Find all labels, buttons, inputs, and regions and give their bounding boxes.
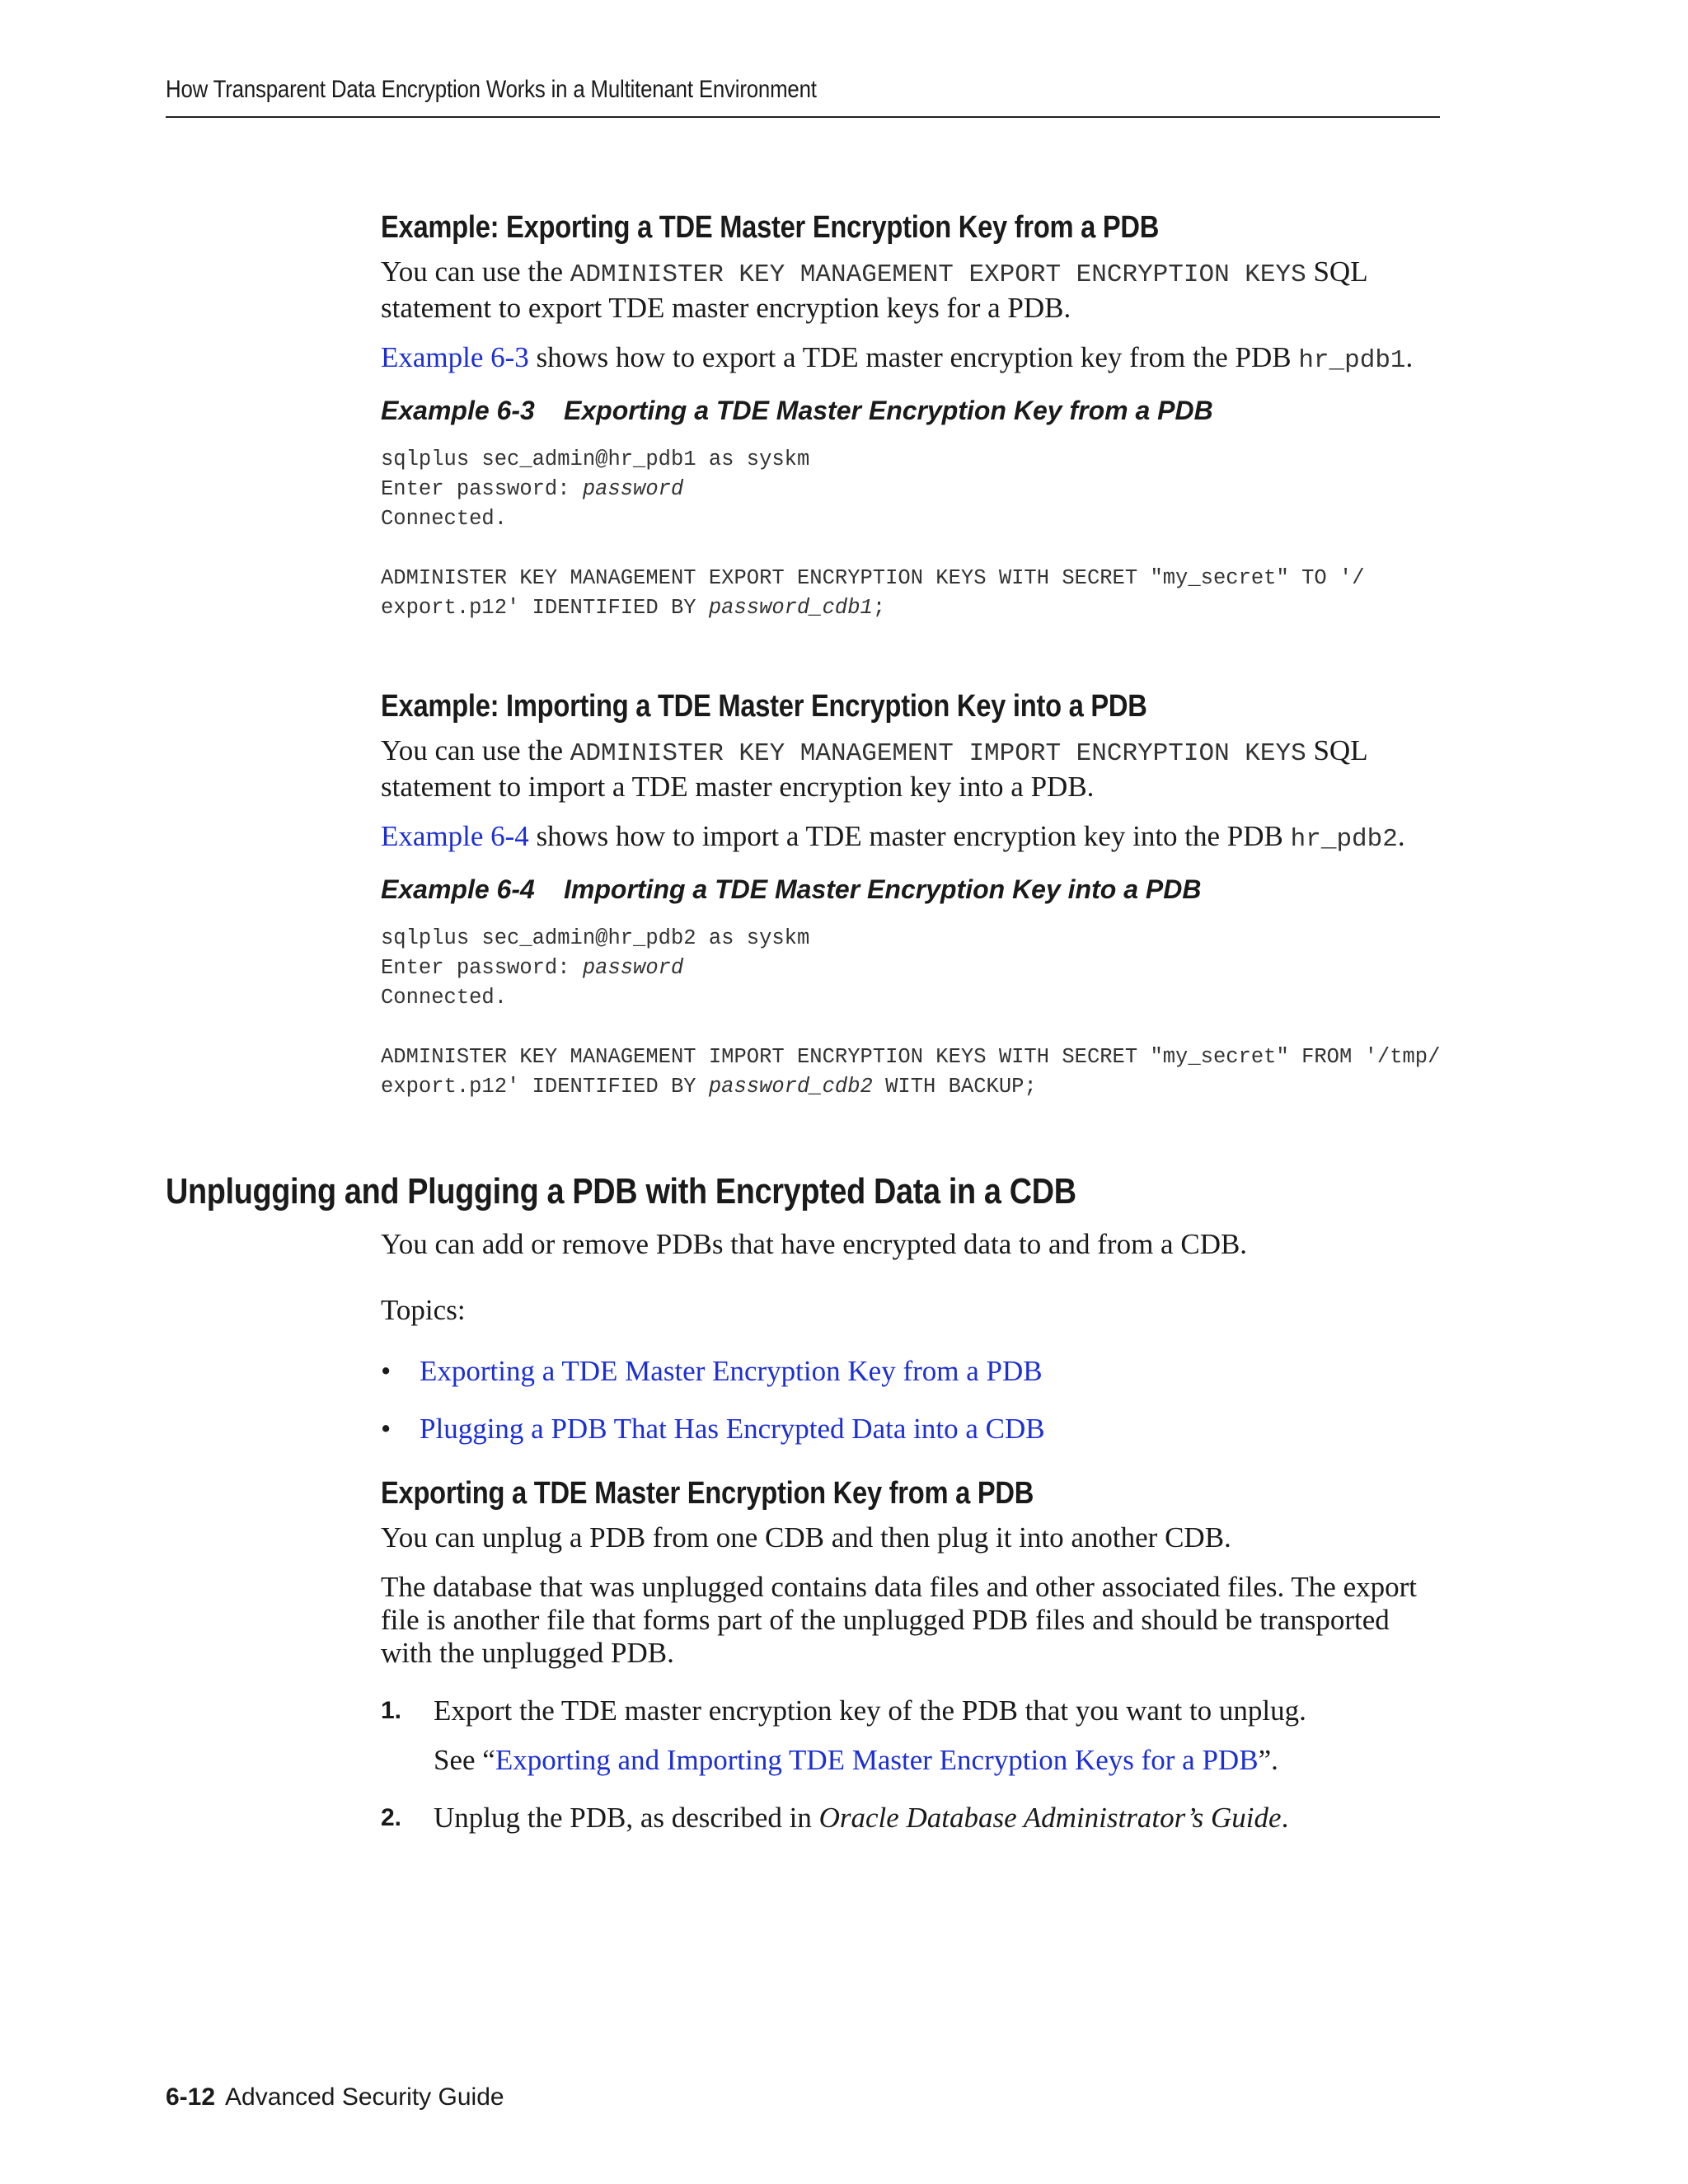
code-line (381, 954, 1444, 983)
export-reference-paragraph (381, 341, 1444, 377)
import-intro-text-end: SQL statement to import a TDE master encryption key into a PDB. (381, 734, 1367, 803)
unplug-section-heading-wrap (166, 1169, 1225, 1215)
see-link-export-import-keys[interactable]: Exporting and Importing TDE Master Encryption Keys for a PDB (495, 1744, 1259, 1776)
example-title-text: Importing a TDE Master Encryption Key into a PDB (564, 874, 1202, 904)
export-code-block (381, 445, 1444, 623)
code-text: Enter password: (381, 477, 583, 501)
topic-link-export-key[interactable]: Exporting a TDE Master Encryption Key from a PDB (420, 1355, 1043, 1387)
export-example-heading: Example: Exporting a TDE Master Encryption Key from a PDB (381, 210, 1160, 245)
step-number: 2. (381, 1804, 402, 1831)
code-placeholder: password (582, 956, 684, 980)
topics-list (381, 1355, 1444, 1446)
step-number: 1. (381, 1697, 402, 1724)
example-6-4-link[interactable]: Example 6-4 (381, 820, 529, 852)
bullet-icon: • (381, 1355, 392, 1387)
import-intro-paragraph (381, 734, 1444, 804)
book-title-reference: Oracle Database Administrator’s Guide (818, 1802, 1282, 1834)
page-number: 6-12 (166, 2083, 216, 2111)
steps-list (381, 1694, 1444, 1835)
import-reference-text: shows how to import a TDE master encryption key into the PDB (528, 820, 1291, 852)
running-header: How Transparent Data Encryption Works in a Multitenant Environment (166, 76, 817, 103)
code-line (381, 593, 1444, 623)
example-6-3-link[interactable]: Example 6-3 (381, 341, 529, 373)
export-example-section (381, 208, 1444, 636)
step-see-also (434, 1744, 1444, 1777)
period: . (1397, 820, 1405, 852)
book-title: Advanced Security Guide (225, 2083, 504, 2111)
import-statement-code: ADMINISTER KEY MANAGEMENT IMPORT ENCRYPTION KEYS (570, 739, 1306, 768)
code-blank-line (381, 534, 1444, 564)
topic-link-plugging-pdb[interactable]: Plugging a PDB That Has Encrypted Data into a CDB (420, 1413, 1045, 1445)
unplug-paragraph-1: You can unplug a PDB from one CDB and then plug it into another CDB. (381, 1521, 1231, 1554)
list-item (381, 1413, 1444, 1446)
code-line: ADMINISTER KEY MANAGEMENT EXPORT ENCRYPTION KEYS WITH SECRET "my_secret" TO '/ (381, 566, 1365, 590)
example-number: Example 6-3 (381, 396, 535, 425)
code-placeholder: password (582, 477, 684, 501)
import-example-heading: Example: Importing a TDE Master Encryption Key into a PDB (381, 689, 1147, 724)
import-reference-paragraph (381, 820, 1444, 856)
see-suffix: ”. (1258, 1744, 1278, 1776)
period: . (1405, 341, 1414, 373)
code-text: WITH BACKUP; (872, 1075, 1037, 1099)
import-example-section (381, 687, 1444, 1115)
code-line: Connected. (381, 507, 508, 531)
topics-label: Topics: (381, 1294, 466, 1326)
pdb-name-code: hr_pdb1 (1298, 346, 1406, 375)
example-6-4-title (381, 873, 1444, 906)
bullet-icon: • (381, 1413, 392, 1445)
example-title-text: Exporting a TDE Master Encryption Key from a PDB (564, 396, 1213, 425)
period: . (1281, 1802, 1289, 1834)
list-item (381, 1355, 1444, 1388)
page-footer (166, 2083, 504, 2111)
unplug-paragraph-2: The database that was unplugged contains data files and other associated files. The export file is another file that forms part of the unplugged PDB files and should be transported with the unplugged PDB. (381, 1571, 1417, 1669)
export-intro-text-end: SQL statement to export TDE master encryption keys for a PDB. (381, 255, 1367, 324)
code-line: ADMINISTER KEY MANAGEMENT IMPORT ENCRYPTION KEYS WITH SECRET "my_secret" FROM '/tmp/ (381, 1045, 1441, 1069)
step-item (381, 1802, 1444, 1835)
code-line: sqlplus sec_admin@hr_pdb2 as syskm (381, 926, 810, 950)
code-text: export.p12' IDENTIFIED BY (381, 596, 709, 620)
code-line (381, 475, 1444, 504)
step-text: Export the TDE master encryption key of the PDB that you want to unplug. (434, 1694, 1306, 1727)
import-intro-text: You can use the (381, 734, 570, 766)
export-intro-text: You can use the (381, 255, 570, 288)
pdb-name-code: hr_pdb2 (1290, 825, 1398, 854)
code-text: ; (872, 596, 886, 620)
code-blank-line (381, 1013, 1444, 1043)
see-prefix: See “ (434, 1744, 495, 1776)
unplug-subsection (381, 1474, 1444, 1859)
code-text: export.p12' IDENTIFIED BY (381, 1075, 709, 1099)
unplug-section-body (381, 1228, 1444, 1470)
import-code-block (381, 924, 1444, 1102)
code-placeholder: password_cdb1 (708, 596, 873, 620)
code-line: Connected. (381, 986, 508, 1010)
unplug-intro: You can add or remove PDBs that have encrypted data to and from a CDB. (381, 1228, 1248, 1260)
code-text: Enter password: (381, 956, 583, 980)
unplug-section-heading: Unplugging and Plugging a PDB with Encrypted Data in a CDB (166, 1171, 1076, 1212)
example-number: Example 6-4 (381, 874, 535, 904)
step-text: Unplug the PDB, as described in (434, 1802, 819, 1834)
code-line (381, 1072, 1444, 1102)
export-statement-code: ADMINISTER KEY MANAGEMENT EXPORT ENCRYPTION KEYS (570, 260, 1306, 289)
export-intro-paragraph (381, 255, 1444, 325)
code-placeholder: password_cdb2 (708, 1075, 873, 1099)
code-line: sqlplus sec_admin@hr_pdb1 as syskm (381, 448, 810, 471)
example-6-3-title (381, 394, 1444, 427)
step-item (381, 1694, 1444, 1777)
export-reference-text: shows how to export a TDE master encryption key from the PDB (528, 341, 1299, 373)
header-rule (166, 116, 1440, 118)
unplug-subsection-heading: Exporting a TDE Master Encryption Key from a PDB (381, 1476, 1034, 1511)
